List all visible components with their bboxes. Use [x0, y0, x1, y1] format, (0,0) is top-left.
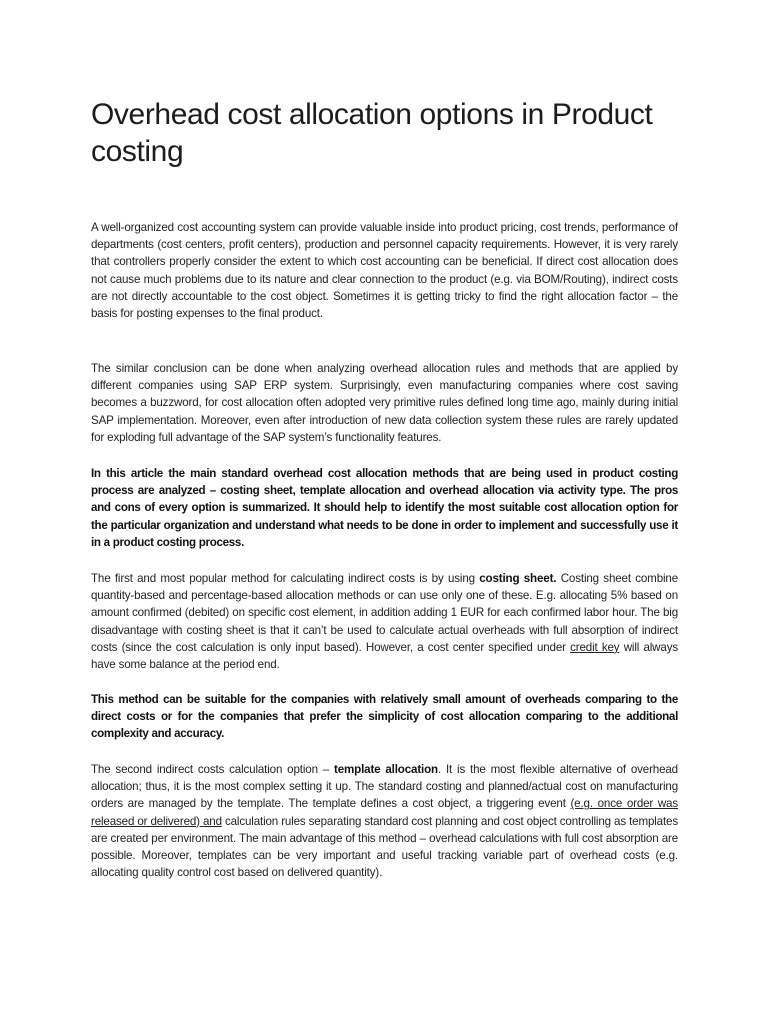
template-allocation-text-3: calculation rules separating standard cost planning and cost object controlling as templates are created per environment. The main advantage of this method – overhead calculations with full cost absorption are possible. Moreover, templates can be very important and useful tracking variable part of overhead costs (e.g. allocating quality control cost based on delivered quantity). — [91, 814, 678, 880]
sap-conclusion-paragraph: The similar conclusion can be done when analyzing overhead allocation rules and methods that are applied by different companies using SAP ERP system. Surprisingly, even manufacturing companies where cost saving becomes a buzzword, for cost allocation often adopted very primitive rules defined long time ago, mainly during initial SAP implementation. Moreover, even after introduction of new data collection system these rules are rarely updated for exploding full advantage of the SAP system’s functionality features. — [91, 362, 678, 444]
intro-paragraph: A well-organized cost accounting system can provide valuable inside into product pricing, cost trends, performance of departments (cost centers, profit centers), production and personnel capacity requirements. However, it is very rarely that controllers properly consider the extent to which cost accounting can be beneficial. If direct cost allocation does not cause much problems due to its nature and clear connection to the product (e.g. via BOM/Routing), indirect costs are not directly accountable to the cost object. Sometimes it is getting tricky to find the right allocation factor – the basis for posting expenses to the final product. — [91, 221, 678, 321]
costing-sheet-paragraph — [91, 570, 678, 673]
article-scope-paragraph: In this article the main standard overhead cost allocation methods that are being used in product costing process are analyzed – costing sheet, template allocation and overhead allocation via activity type. The pros and cons of every option is summarized. It should help to identify the most suitable cost allocation option for the particular organization and understand what needs to be done in order to implement and successfully use it in a product costing process. — [91, 467, 678, 549]
costing-sheet-text-3: will always have some balance at the period end. — [91, 640, 678, 672]
document-title: Overhead cost allocation options in Product costing — [91, 98, 653, 168]
template-allocation-paragraph — [91, 761, 678, 881]
template-allocation-term: template allocation — [333, 763, 438, 776]
credit-key-term: credit key — [570, 640, 620, 654]
triggering-event-example: (e.g. once order was released or delivered) and — [91, 797, 678, 828]
costing-sheet-term: costing sheet. — [479, 572, 557, 585]
costing-sheet-text-2: Costing sheet combine quantity-based and percentage-based allocation methods or can use only one of these. E.g. allocating 5% based on amount confirmed (debited) on specific cost element, in addition adding 1 EUR for each confirmed labor hour. The big disadvantage with costing sheet is that it can’t be used to calculate actual overheads with full absorption of indirect costs (since the cost calculation is only input based). However, a cost center specified under — [91, 572, 679, 654]
template-allocation-text-1: The second indirect costs calculation option – — [91, 763, 334, 776]
template-allocation-text-2: . It is the most flexible alternative of overhead allocation; thus, it is the most complex setting it up. The standard costing and planned/actual cost on manufacturing orders are managed by the template. The template defines a cost object, a triggering event — [91, 763, 678, 811]
costing-sheet-suitability-paragraph: This method can be suitable for the companies with relatively small amount of overheads comparing to the direct costs or for the companies that prefer the simplicity of cost allocation comparing to the additional complexity and accuracy. — [91, 693, 678, 741]
costing-sheet-text-1: The first and most popular method for calculating indirect costs is by using — [91, 572, 480, 585]
